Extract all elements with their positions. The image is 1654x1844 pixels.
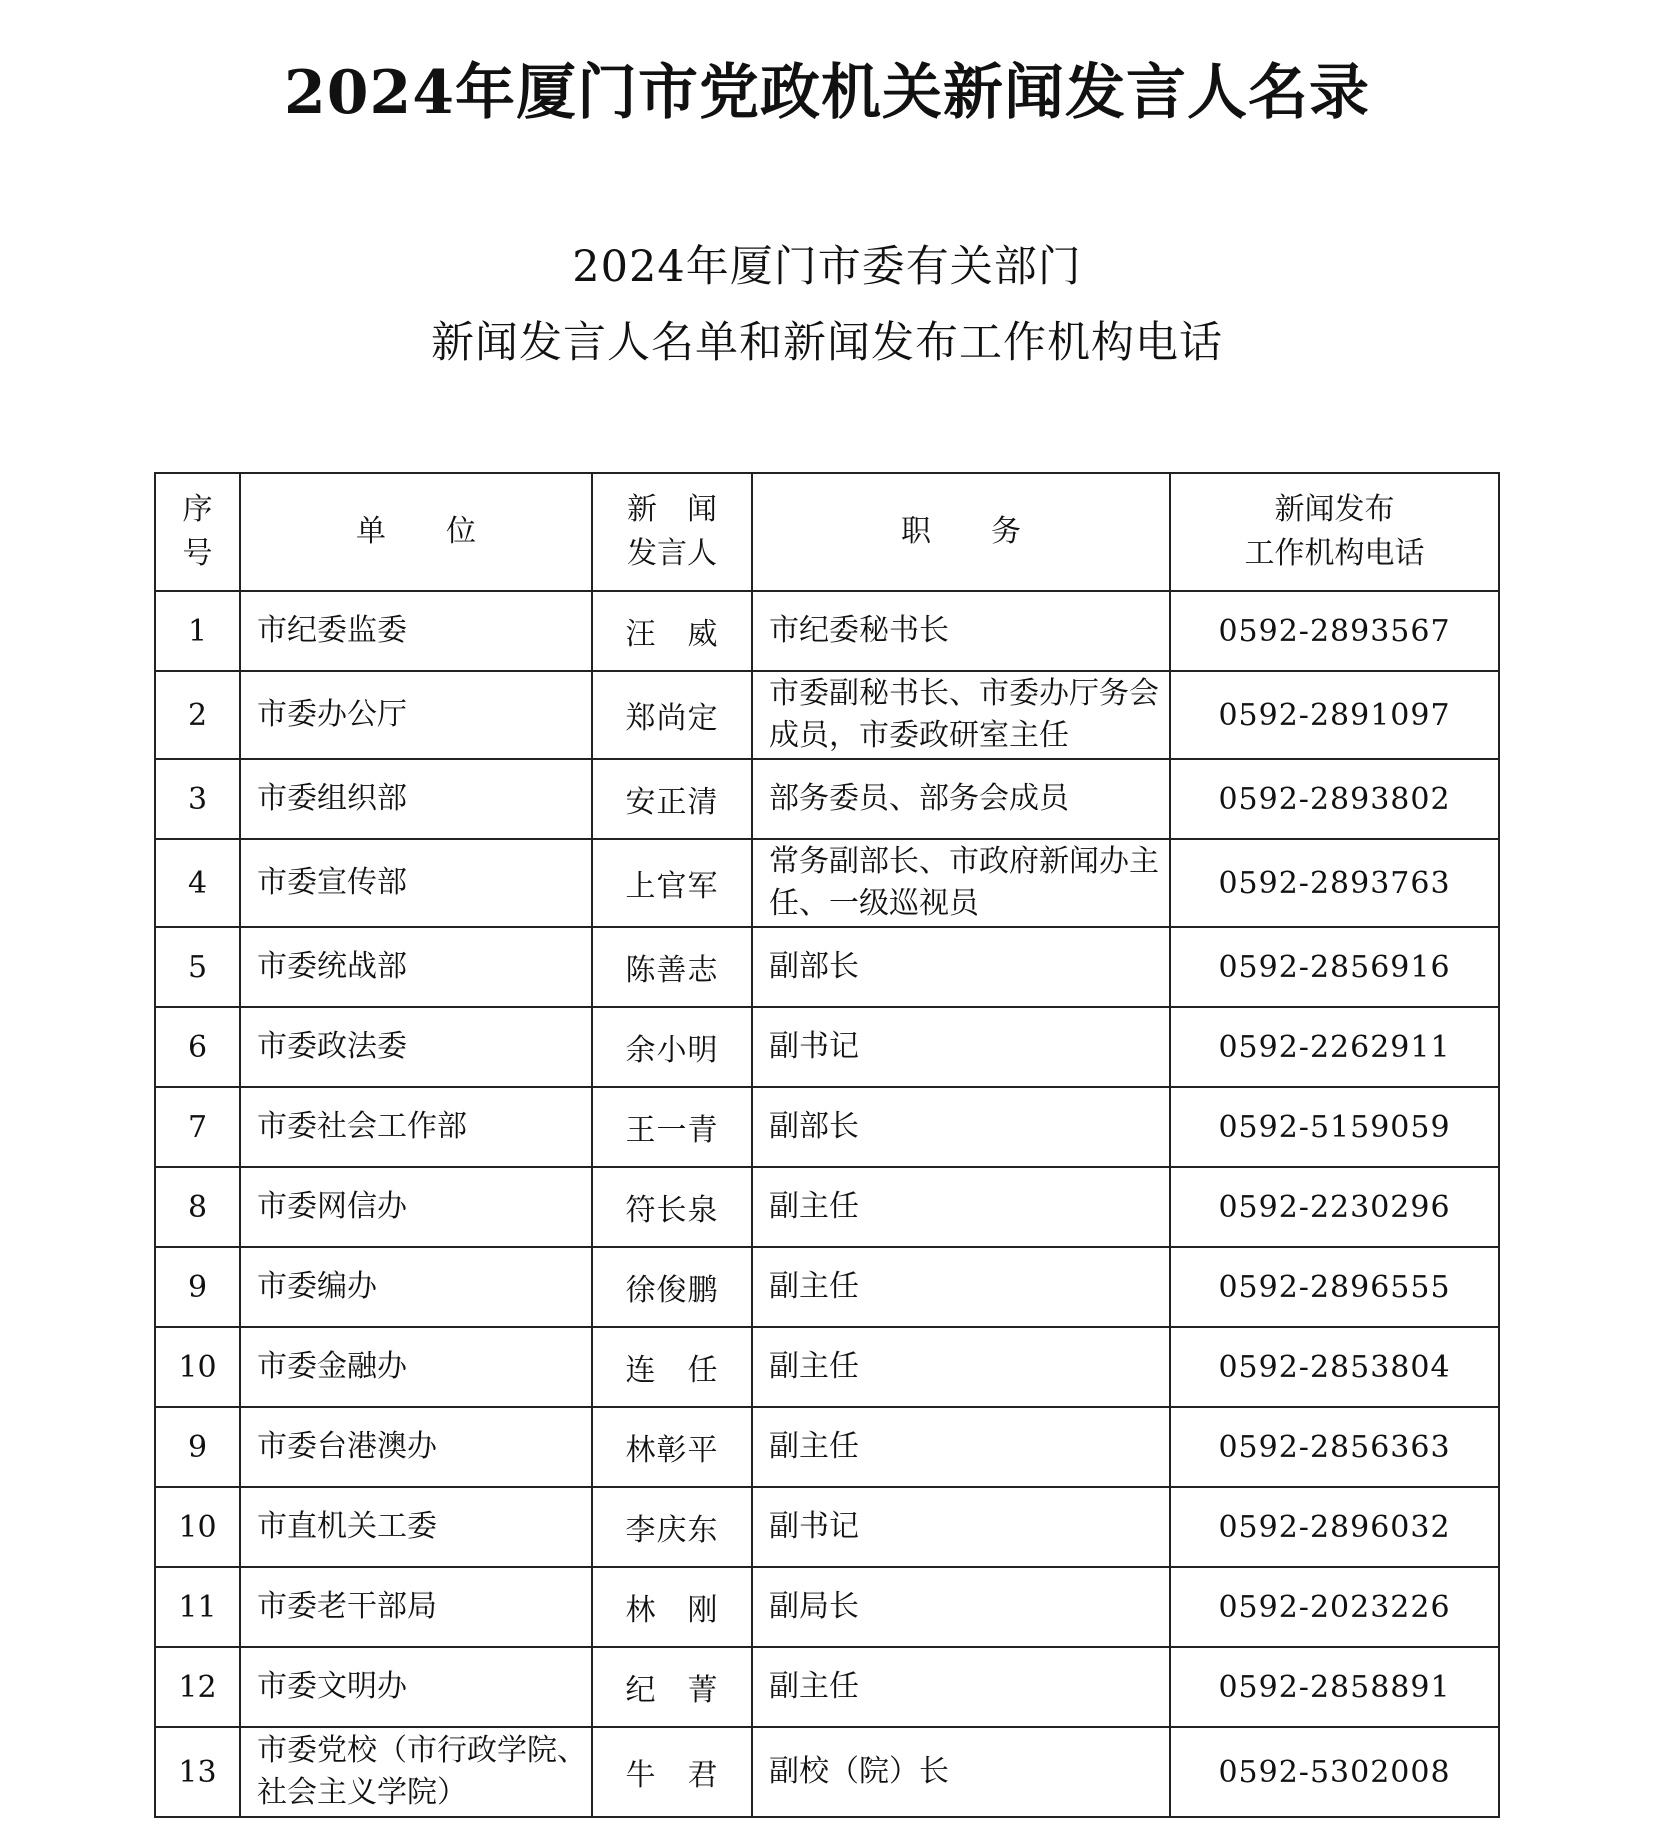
row-unit: 市委网信办: [240, 1167, 592, 1247]
header-phone-line-2: 工作机构电话: [1244, 536, 1425, 571]
table-row: [155, 1247, 1499, 1327]
row-spokesperson: 余小明: [592, 1007, 752, 1087]
header-no-line-2: 号: [182, 536, 213, 571]
subtitle-line-1: 2024年厦门市委有关部门: [572, 242, 1082, 292]
row-position: 副部长: [752, 1087, 1170, 1167]
row-no: 7: [155, 1087, 240, 1167]
row-spokesperson: 汪 威: [592, 591, 752, 671]
row-spokesperson: 郑尚定: [592, 671, 752, 759]
header-position: 职 务: [752, 473, 1170, 591]
row-unit: 市委台港澳办: [240, 1407, 592, 1487]
subtitle-line-2: 新闻发言人名单和新闻发布工作机构电话: [431, 318, 1223, 368]
row-spokesperson: 林 刚: [592, 1567, 752, 1647]
row-unit: 市委金融办: [240, 1327, 592, 1407]
row-position: 常务副部长、市政府新闻办主任、一级巡视员: [752, 839, 1170, 927]
row-no: 2: [155, 671, 240, 759]
row-phone: 0592-2853804: [1170, 1327, 1499, 1407]
row-spokesperson: 王一青: [592, 1087, 752, 1167]
row-unit: 市委宣传部: [240, 839, 592, 927]
table-row: [155, 1007, 1499, 1087]
table-row: [155, 1167, 1499, 1247]
row-unit: 市委政法委: [240, 1007, 592, 1087]
table-row: [155, 1487, 1499, 1567]
row-phone: 0592-2896032: [1170, 1487, 1499, 1567]
row-position: 市委副秘书长、市委办厅务会成员，市委政研室主任: [752, 671, 1170, 759]
row-phone: 0592-2856916: [1170, 927, 1499, 1007]
table-row: [155, 1647, 1499, 1727]
row-no: 3: [155, 759, 240, 839]
row-unit: 市委文明办: [240, 1647, 592, 1727]
table-header-row: [155, 473, 1499, 591]
row-no: 5: [155, 927, 240, 1007]
row-position: 副主任: [752, 1167, 1170, 1247]
row-phone: 0592-2893802: [1170, 759, 1499, 839]
header-no: [155, 473, 240, 591]
row-phone: 0592-2856363: [1170, 1407, 1499, 1487]
header-no-line-1: 序: [182, 492, 213, 527]
table-row: [155, 839, 1499, 927]
row-spokesperson: 徐俊鹏: [592, 1247, 752, 1327]
table-row: [155, 927, 1499, 1007]
row-spokesperson: 安正清: [592, 759, 752, 839]
row-phone: 0592-2893763: [1170, 839, 1499, 927]
row-unit: 市委社会工作部: [240, 1087, 592, 1167]
row-unit: 市委编办: [240, 1247, 592, 1327]
spokesperson-table: [154, 472, 1500, 1818]
row-spokesperson: 陈善志: [592, 927, 752, 1007]
header-unit: 单 位: [240, 473, 592, 591]
document-title: 2024年厦门市党政机关新闻发言人名录: [284, 58, 1370, 128]
row-unit: 市直机关工委: [240, 1487, 592, 1567]
row-position: 副书记: [752, 1487, 1170, 1567]
row-no: 6: [155, 1007, 240, 1087]
row-spokesperson: 连 任: [592, 1327, 752, 1407]
row-spokesperson: 李庆东: [592, 1487, 752, 1567]
row-no: 9: [155, 1247, 240, 1327]
row-no: 1: [155, 591, 240, 671]
row-position: 副主任: [752, 1647, 1170, 1727]
row-no: 10: [155, 1487, 240, 1567]
row-position: 副部长: [752, 927, 1170, 1007]
row-position: 副主任: [752, 1247, 1170, 1327]
row-position: 部务委员、部务会成员: [752, 759, 1170, 839]
row-position: 副书记: [752, 1007, 1170, 1087]
header-phone-line-1: 新闻发布: [1274, 492, 1395, 527]
row-phone: 0592-5302008: [1170, 1727, 1499, 1817]
row-position: 副校（院）长: [752, 1727, 1170, 1817]
row-phone: 0592-2230296: [1170, 1167, 1499, 1247]
row-no: 8: [155, 1167, 240, 1247]
table-row: [155, 1087, 1499, 1167]
table-row: [155, 591, 1499, 671]
row-unit: 市纪委监委: [240, 591, 592, 671]
row-unit: 市委老干部局: [240, 1567, 592, 1647]
row-position: 市纪委秘书长: [752, 591, 1170, 671]
row-spokesperson: 林彰平: [592, 1407, 752, 1487]
row-spokesperson: 纪 菁: [592, 1647, 752, 1727]
header-phone: [1170, 473, 1499, 591]
row-no: 11: [155, 1567, 240, 1647]
header-spokesperson-line-1: 新 闻: [627, 492, 717, 527]
row-unit: 市委党校（市行政学院、社会主义学院）: [240, 1727, 592, 1817]
row-position: 副主任: [752, 1407, 1170, 1487]
row-no: 13: [155, 1727, 240, 1817]
row-position: 副主任: [752, 1327, 1170, 1407]
table-row: [155, 671, 1499, 759]
row-no: 9: [155, 1407, 240, 1487]
row-phone: 0592-2023226: [1170, 1567, 1499, 1647]
row-unit: 市委办公厅: [240, 671, 592, 759]
row-phone: 0592-2896555: [1170, 1247, 1499, 1327]
row-phone: 0592-2858891: [1170, 1647, 1499, 1727]
table-row: [155, 1567, 1499, 1647]
row-phone: 0592-2893567: [1170, 591, 1499, 671]
header-spokesperson-line-2: 发言人: [627, 536, 717, 571]
row-unit: 市委统战部: [240, 927, 592, 1007]
row-no: 10: [155, 1327, 240, 1407]
row-position: 副局长: [752, 1567, 1170, 1647]
row-spokesperson: 符长泉: [592, 1167, 752, 1247]
row-no: 12: [155, 1647, 240, 1727]
row-no: 4: [155, 839, 240, 927]
row-spokesperson: 上官军: [592, 839, 752, 927]
row-phone: 0592-2262911: [1170, 1007, 1499, 1087]
table-row: [155, 1407, 1499, 1487]
row-phone: 0592-5159059: [1170, 1087, 1499, 1167]
row-spokesperson: 牛 君: [592, 1727, 752, 1817]
row-phone: 0592-2891097: [1170, 671, 1499, 759]
table-row: [155, 1327, 1499, 1407]
header-spokesperson: [592, 473, 752, 591]
table-row: [155, 759, 1499, 839]
table-row: [155, 1727, 1499, 1817]
row-unit: 市委组织部: [240, 759, 592, 839]
